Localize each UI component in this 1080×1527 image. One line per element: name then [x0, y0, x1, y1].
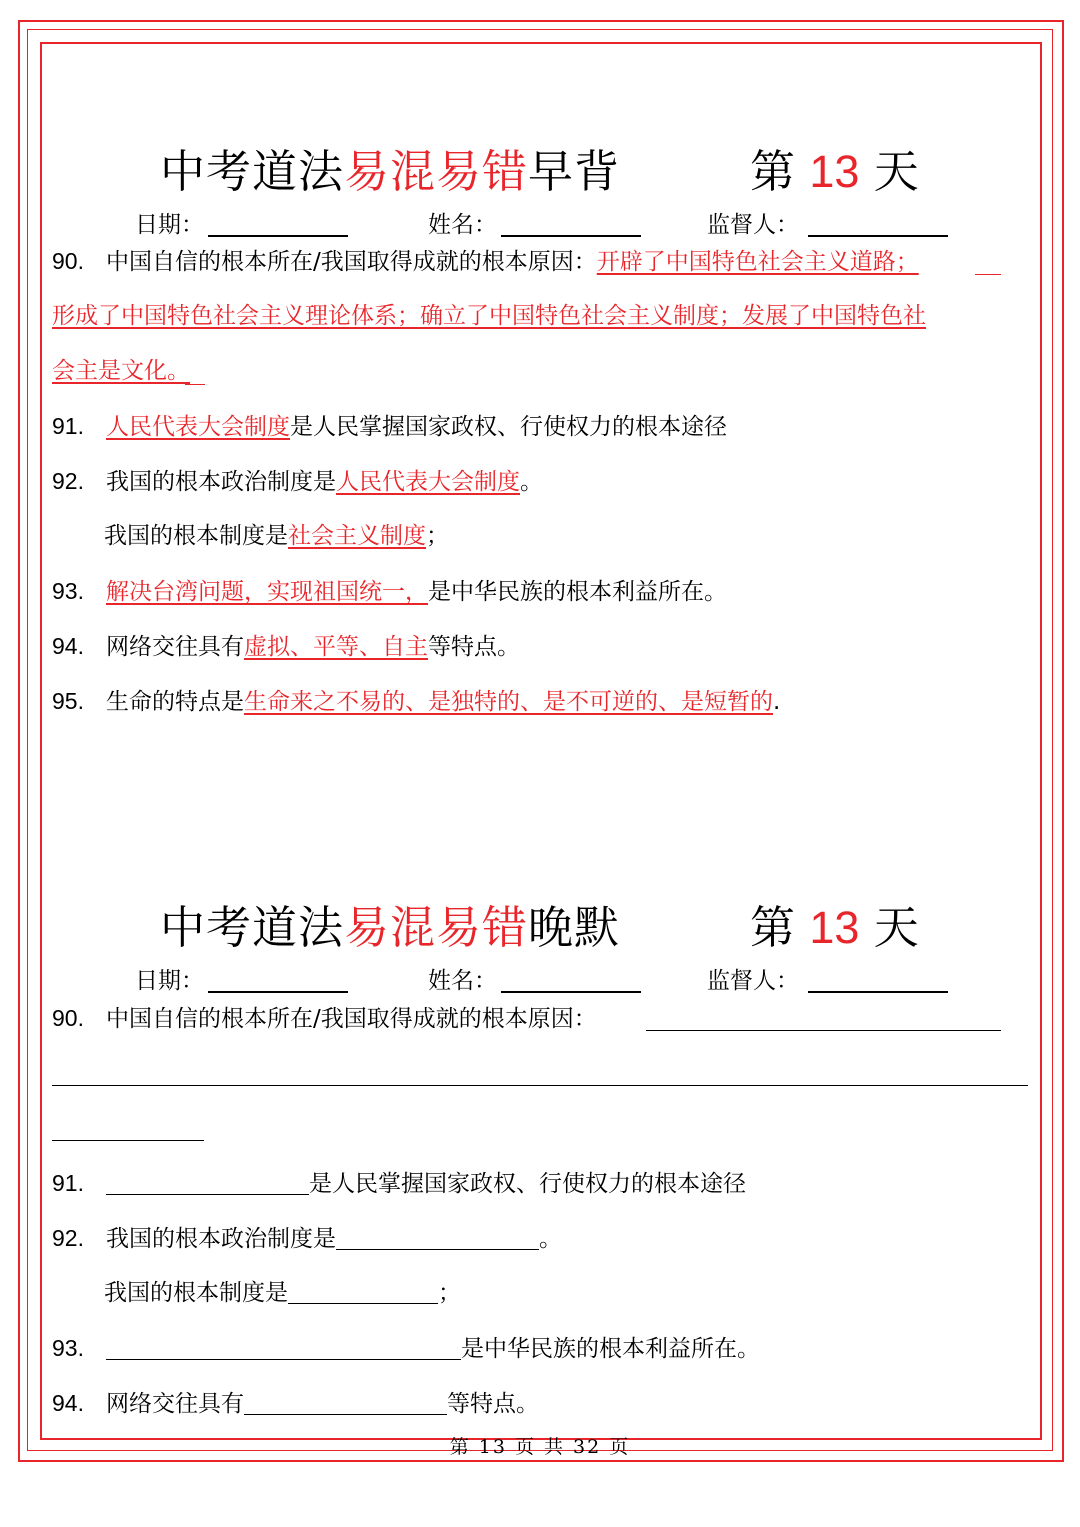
morning-q94	[52, 630, 520, 663]
q92b-answer: 社会主义制度	[288, 523, 426, 549]
q90-answer-part2: 形成了中国特色社会主义理论体系；确立了中国特色社会主义制度；发展了中国特色社	[52, 303, 926, 329]
day-prefix: 第	[750, 145, 796, 198]
day-suffix: 天	[873, 145, 919, 198]
q-number: 94.	[52, 633, 84, 659]
q95-end: .	[773, 689, 781, 715]
evening-supervisor-field[interactable]	[808, 991, 948, 993]
morning-date-label: 日期：	[135, 212, 204, 238]
q-number: 94.	[52, 1390, 84, 1416]
morning-date-field[interactable]	[208, 235, 348, 237]
morning-q90-cont2	[52, 355, 190, 387]
morning-name-label: 姓名：	[428, 212, 497, 238]
q90-blank-1[interactable]	[646, 1030, 1001, 1031]
q93-text: 是中华民族的根本利益所在。	[428, 579, 727, 605]
q92b-text: 我国的根本制度是	[104, 523, 288, 549]
morning-title-highlight: 易混易错	[344, 145, 529, 198]
evening-q94	[52, 1387, 539, 1420]
evening-day	[750, 898, 919, 958]
q-number: 92.	[52, 1225, 84, 1251]
q-number: 91.	[52, 1170, 84, 1196]
evening-title-highlight: 易混易错	[344, 901, 529, 954]
q93-blank[interactable]	[106, 1335, 461, 1360]
q92b-end: ；	[438, 1280, 461, 1306]
q90-blank-3[interactable]	[52, 1140, 204, 1141]
morning-q93	[52, 575, 727, 608]
q91-answer: 人民代表大会制度	[106, 414, 290, 440]
evening-date-label: 日期：	[135, 968, 204, 994]
q90-text: 中国自信的根本所在/我国取得成就的根本原因：	[106, 1006, 597, 1032]
evening-q91	[52, 1167, 746, 1200]
morning-day	[750, 142, 919, 202]
q92-end: 。	[539, 1226, 562, 1252]
day-suffix: 天	[873, 901, 919, 954]
q90-text: 中国自信的根本所在/我国取得成就的根本原因：	[106, 249, 597, 275]
q-number: 95.	[52, 688, 84, 714]
q92b-text: 我国的根本制度是	[104, 1280, 288, 1306]
evening-name-field[interactable]	[501, 991, 641, 993]
q-number: 90.	[52, 248, 84, 274]
morning-q90	[52, 245, 919, 278]
evening-name-label: 姓名：	[428, 968, 497, 994]
q90-answer-part1: 开辟了中国特色社会主义道路；	[596, 249, 919, 275]
q-number: 90.	[52, 1005, 84, 1031]
q-number: 91.	[52, 413, 84, 439]
day-number: 13	[809, 146, 860, 197]
evening-q93	[52, 1332, 760, 1365]
morning-title-suffix: 早背	[528, 145, 621, 198]
evening-q92b	[104, 1277, 461, 1309]
morning-q90-cont	[52, 300, 926, 332]
q92b-end: ；	[426, 523, 449, 549]
day-prefix: 第	[750, 901, 796, 954]
q94-end: 等特点。	[428, 634, 520, 660]
page-footer: 第 13 页 共 32 页	[449, 1436, 631, 1458]
day-number: 13	[809, 902, 860, 953]
morning-name-field[interactable]	[501, 235, 641, 237]
q93-text: 是中华民族的根本利益所在。	[461, 1336, 760, 1362]
q92-blank[interactable]	[336, 1225, 539, 1250]
q-number: 93.	[52, 578, 84, 604]
q94-blank[interactable]	[244, 1390, 447, 1415]
evening-title-main: 中考道法	[160, 901, 345, 954]
q92-text: 我国的根本政治制度是	[106, 469, 336, 495]
morning-q92b	[104, 520, 449, 552]
q90-blank-2[interactable]	[52, 1085, 1028, 1086]
evening-q92	[52, 1222, 562, 1255]
evening-date-field[interactable]	[208, 991, 348, 993]
q94-text: 网络交往具有	[106, 1391, 244, 1417]
evening-supervisor-label: 监督人：	[707, 968, 799, 994]
morning-q95	[52, 685, 780, 718]
q90-answer-underline-tail	[975, 274, 1001, 275]
q90-answer-part3: 会主是文化。	[52, 358, 190, 384]
evening-q90	[52, 1002, 597, 1035]
q92-end: 。	[520, 469, 543, 495]
q-number: 92.	[52, 468, 84, 494]
morning-supervisor-label: 监督人：	[707, 212, 799, 238]
morning-supervisor-field[interactable]	[808, 235, 948, 237]
q93-answer: 解决台湾问题，实现祖国统一，	[106, 579, 428, 605]
q92b-blank[interactable]	[288, 1279, 438, 1304]
morning-title	[160, 142, 620, 202]
q92-answer: 人民代表大会制度	[336, 469, 520, 495]
morning-q92	[52, 465, 543, 498]
q91-text: 是人民掌握国家政权、行使权力的根本途径	[290, 414, 727, 440]
morning-q91	[52, 410, 727, 443]
morning-title-main: 中考道法	[160, 145, 345, 198]
q95-text: 生命的特点是	[106, 689, 244, 715]
q-number: 93.	[52, 1335, 84, 1361]
q94-end: 等特点。	[447, 1391, 539, 1417]
q95-answer: 生命来之不易的、是独特的、是不可逆的、是短暂的	[244, 689, 773, 715]
q92-text: 我国的根本政治制度是	[106, 1226, 336, 1252]
q91-text: 是人民掌握国家政权、行使权力的根本途径	[309, 1171, 746, 1197]
q94-text: 网络交往具有	[106, 634, 244, 660]
evening-title	[160, 898, 620, 958]
q90-answer-underline-end	[185, 384, 205, 385]
q91-blank[interactable]	[106, 1170, 309, 1195]
evening-title-suffix: 晚默	[528, 901, 621, 954]
q94-answer: 虚拟、平等、自主	[244, 634, 428, 660]
